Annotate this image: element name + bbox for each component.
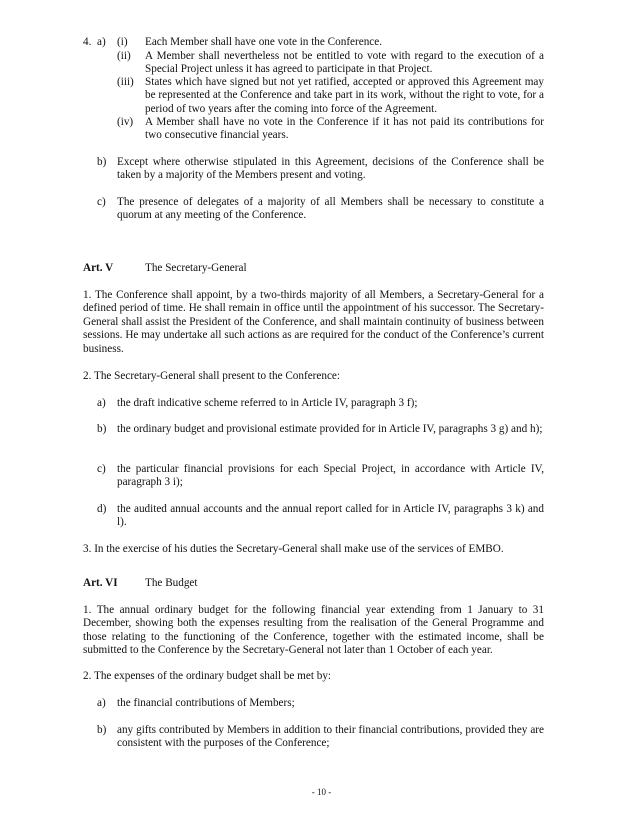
paragraph: 2. The Secretary-General shall present to the Conference: (83, 370, 340, 382)
roman-item-text: Each Member shall have one vote in the Conference. (145, 36, 383, 48)
article-title: The Secretary-General (145, 262, 247, 274)
item-label-c: c) (97, 196, 106, 208)
article-title: The Budget (145, 577, 198, 589)
roman-label: (ii) (117, 49, 131, 62)
item-label-a: a) (97, 36, 106, 48)
article-number: Art. VI (83, 577, 118, 589)
item-label: a) (97, 397, 106, 409)
paragraph: 3. In the exercise of his duties the Secretary-General shall make use of the services of EMBO. (83, 543, 504, 555)
item-text-c: The presence of delegates of a majority of all Members shall be necessary to constitute a quorum at any meeting of the Conference. (117, 196, 544, 222)
roman-item-text: A Member shall have no vote in the Conference if it has not paid its contributions for two consecutive financial years. (145, 116, 544, 142)
item-label-b: b) (97, 156, 107, 168)
roman-item-text: States which have signed but not yet ratified, accepted or approved this Agreement may be represented at the Conference and take part in its work, without the right to vote, for a period of two years after the coming into force of the Agreement. (145, 76, 544, 115)
paragraph-number-4: 4. (83, 36, 92, 48)
item-text: the audited annual accounts and the annual report called for in Article IV, paragraphs 3 k) and l). (117, 503, 544, 529)
article-heading (83, 577, 198, 590)
item-label: b) (97, 423, 107, 435)
item-label: d) (97, 503, 107, 515)
paragraph: 1. The Conference shall appoint, by a two-thirds majority of all Members, a Secretary-General for a defined period of time. He shall remain in office until the appointment of his successor. The Secretary-General shall assist the President of the Conference, and shall maintain continuity of business between sessions. He may undertake all such actions as are required for the conduct of the Conference’s current business. (83, 289, 544, 355)
roman-label: (iii) (117, 76, 134, 88)
roman-label: (iv) (117, 116, 134, 128)
item-text: the draft indicative scheme referred to in Article IV, paragraph 3 f); (117, 397, 418, 409)
roman-label: (i) (117, 36, 128, 48)
article-number: Art. V (83, 262, 114, 274)
page-number: - 10 - (311, 787, 332, 797)
item-text: the ordinary budget and provisional estimate provided for in Article IV, paragraphs 3 g) and h); (117, 423, 543, 435)
article-heading (83, 262, 247, 275)
paragraph: 1. The annual ordinary budget for the following financial year extending from 1 January to 31 December, showing both the expenses resulting from the realisation of the General Programme and those relating to the functioning of the Conference, together with the estimated income, shall be submitted to the Conference by the Secretary-General not later than 1 October of each year. (83, 604, 544, 657)
item-label: c) (97, 463, 106, 475)
item-text: the financial contributions of Members; (117, 697, 295, 709)
item-text: any gifts contributed by Members in addition to their financial contributions, provided they are consistent with the purposes of the Conference; (117, 724, 544, 750)
roman-item-text: A Member shall nevertheless not be entitled to vote with regard to the execution of a Special Project unless it has agreed to participate in that Project. (145, 49, 544, 75)
item-label: b) (97, 724, 107, 736)
paragraph: 2. The expenses of the ordinary budget shall be met by: (83, 670, 332, 682)
item-label: a) (97, 697, 106, 709)
item-text-b: Except where otherwise stipulated in this Agreement, decisions of the Conference shall be taken by a majority of the Members present and voting. (117, 156, 544, 182)
item-text: the particular financial provisions for each Special Project, in accordance with Article IV, paragraph 3 i); (117, 463, 544, 489)
